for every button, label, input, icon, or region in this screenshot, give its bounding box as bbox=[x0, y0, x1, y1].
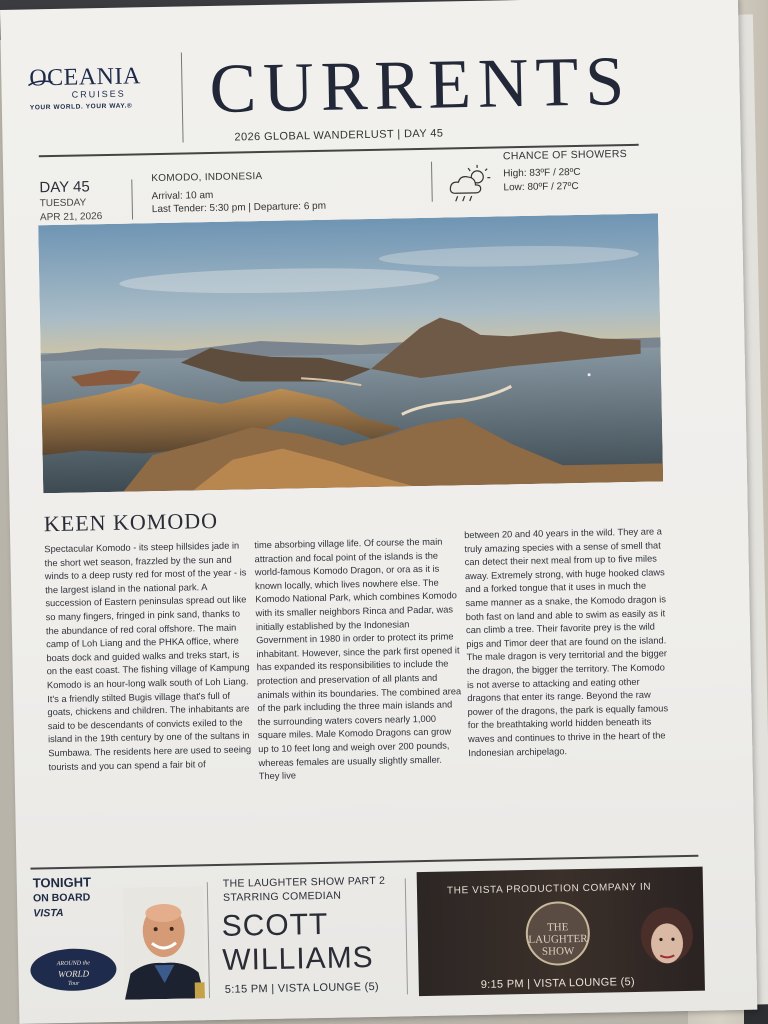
day-date: APR 21, 2026 bbox=[39, 211, 103, 224]
article-column-2: time absorbing village life. Of course the main attraction and focal point of the islands is the world-famous Komodo Dragon, or ora as it is known locally, which lives nowhere else. The Komodo National Park, which combines Komodo with its smaller neighbors Rinca and Padar, was initially established by the Indonesian Government in 1980 in order to protect its prime inhabitant. However, since the park first opened it has expanded its responsibilities to include the protection and preservation of all plants and animals within its boundaries. The combined area of the park including the three main islands and the surrounding waters covers nearly 1,000 square miles. Male Komodo Dragons can grow up to 10 feet long and weigh over 200 pounds, whereas females are usually slightly smaller. They live bbox=[254, 536, 462, 782]
show-title: THE LAUGHTER SHOW PART 2 bbox=[222, 874, 386, 890]
port-name: KOMODO, INDONESIA bbox=[151, 170, 263, 185]
laughter-show-logo bbox=[525, 901, 590, 966]
article-column-3: between 20 and 40 years in the wild. They are a truly amazing species with a sense of smell that can detect their next meal from up to five miles away. Extremely strong, with huge hooked claws and a forked tongue that it uses in much the same manner as a snake, the Komodo dragon is both fast on land and able to swim as easily as it can climb a tree. Their favorite prey is the wild pigs and Timor deer that are found on the island. The male dragon is very territorial and the bigger the dragon, the bigger the territory. The Komodo is not averse to attacking and eating other dragons that enter its range. Beyond the raw power of the dragons, the park is equally famous for the breathtaking world hidden beneath its waves and continues to thrive in the heart of the Indonesian archipelago. bbox=[464, 526, 669, 758]
info-divider bbox=[431, 162, 433, 202]
masthead-subtitle: 2026 GLOBAL WANDERLUST | DAY 45 bbox=[234, 127, 444, 144]
ship-name: VISTA bbox=[33, 906, 64, 920]
logo-sub: CRUISES bbox=[71, 88, 126, 100]
vista-production-title: THE VISTA PRODUCTION COMPANY IN bbox=[446, 881, 652, 897]
badge-line-1: AROUND the bbox=[56, 960, 90, 968]
cloud-sun-rain-icon bbox=[447, 163, 494, 204]
tonight-rule bbox=[30, 855, 698, 870]
logo-brand: OCEANIA bbox=[29, 63, 142, 92]
info-divider bbox=[131, 179, 133, 219]
tender-departure: Last Tender: 5:30 pm | Departure: 6 pm bbox=[151, 200, 327, 216]
show-time: 5:15 PM | VISTA LOUNGE (5) bbox=[224, 980, 380, 996]
logo-line-3: SHOW bbox=[541, 945, 575, 958]
masthead-title: CURRENTS bbox=[208, 42, 632, 128]
weather-high: High: 83ºF / 28ºC bbox=[503, 166, 581, 180]
comedian-portrait bbox=[123, 886, 205, 1000]
comedian-first-name: SCOTT bbox=[221, 907, 329, 943]
weather-condition: CHANCE OF SHOWERS bbox=[502, 147, 628, 163]
show-subtitle: STARRING COMEDIAN bbox=[222, 889, 342, 904]
onboard-label: ON BOARD bbox=[32, 891, 91, 905]
article-column-1: Spectacular Komodo - its steep hillsides jade in the short wet season, frazzled by the sun and winds to a deep rusty red for most of the year - is the largest island in the national park. A succession of Eastern peninsulas spread out like so many fingers, fringed in pink sand, thanks to the abundance of red coral offshore. The main camp of Loh Liang and the PHKA office, where boats dock and guided walks and treks start, is on the east coast. The fishing village of Kampung Komodo is an hour-long walk south of Loh Liang. It's a friendly stilted Bugis village that's full of goats, chickens and children. The inhabitants are said to be descendants of convicts exiled to the island in the 19th century by one of the sultans in Sumbawa. The residents here are used to seeing tourists and you can spend a fair bit of bbox=[44, 540, 252, 772]
tonight-label: TONIGHT bbox=[32, 874, 92, 891]
comedian-last-name: WILLIAMS bbox=[221, 941, 374, 977]
arrival-time: Arrival: 10 am bbox=[151, 189, 214, 203]
day-number: DAY 45 bbox=[39, 178, 90, 197]
vista-production-panel bbox=[417, 867, 705, 996]
logo-line-1: THE bbox=[546, 921, 569, 934]
oceania-logo bbox=[29, 63, 170, 112]
komodo-landscape-photo bbox=[38, 213, 663, 493]
badge-line-3: Tour bbox=[68, 980, 80, 987]
day-weekday: TUESDAY bbox=[39, 197, 87, 210]
badge-line-2: WORLD bbox=[57, 968, 90, 980]
vista-show-time: 9:15 PM | VISTA LOUNGE (5) bbox=[480, 975, 636, 991]
performer-face-image bbox=[637, 905, 696, 982]
tonight-divider bbox=[207, 882, 210, 998]
masthead-divider bbox=[181, 53, 184, 143]
article-headline: KEEN KOMODO bbox=[43, 507, 219, 537]
swoosh-icon bbox=[27, 79, 53, 87]
weather-low: Low: 80ºF / 27ºC bbox=[503, 180, 579, 194]
around-the-world-badge bbox=[30, 948, 117, 992]
tonight-divider bbox=[405, 878, 408, 994]
logo-tagline: YOUR WORLD. YOUR WAY.® bbox=[29, 102, 133, 112]
logo-line-2: LAUGHTER bbox=[528, 932, 588, 947]
